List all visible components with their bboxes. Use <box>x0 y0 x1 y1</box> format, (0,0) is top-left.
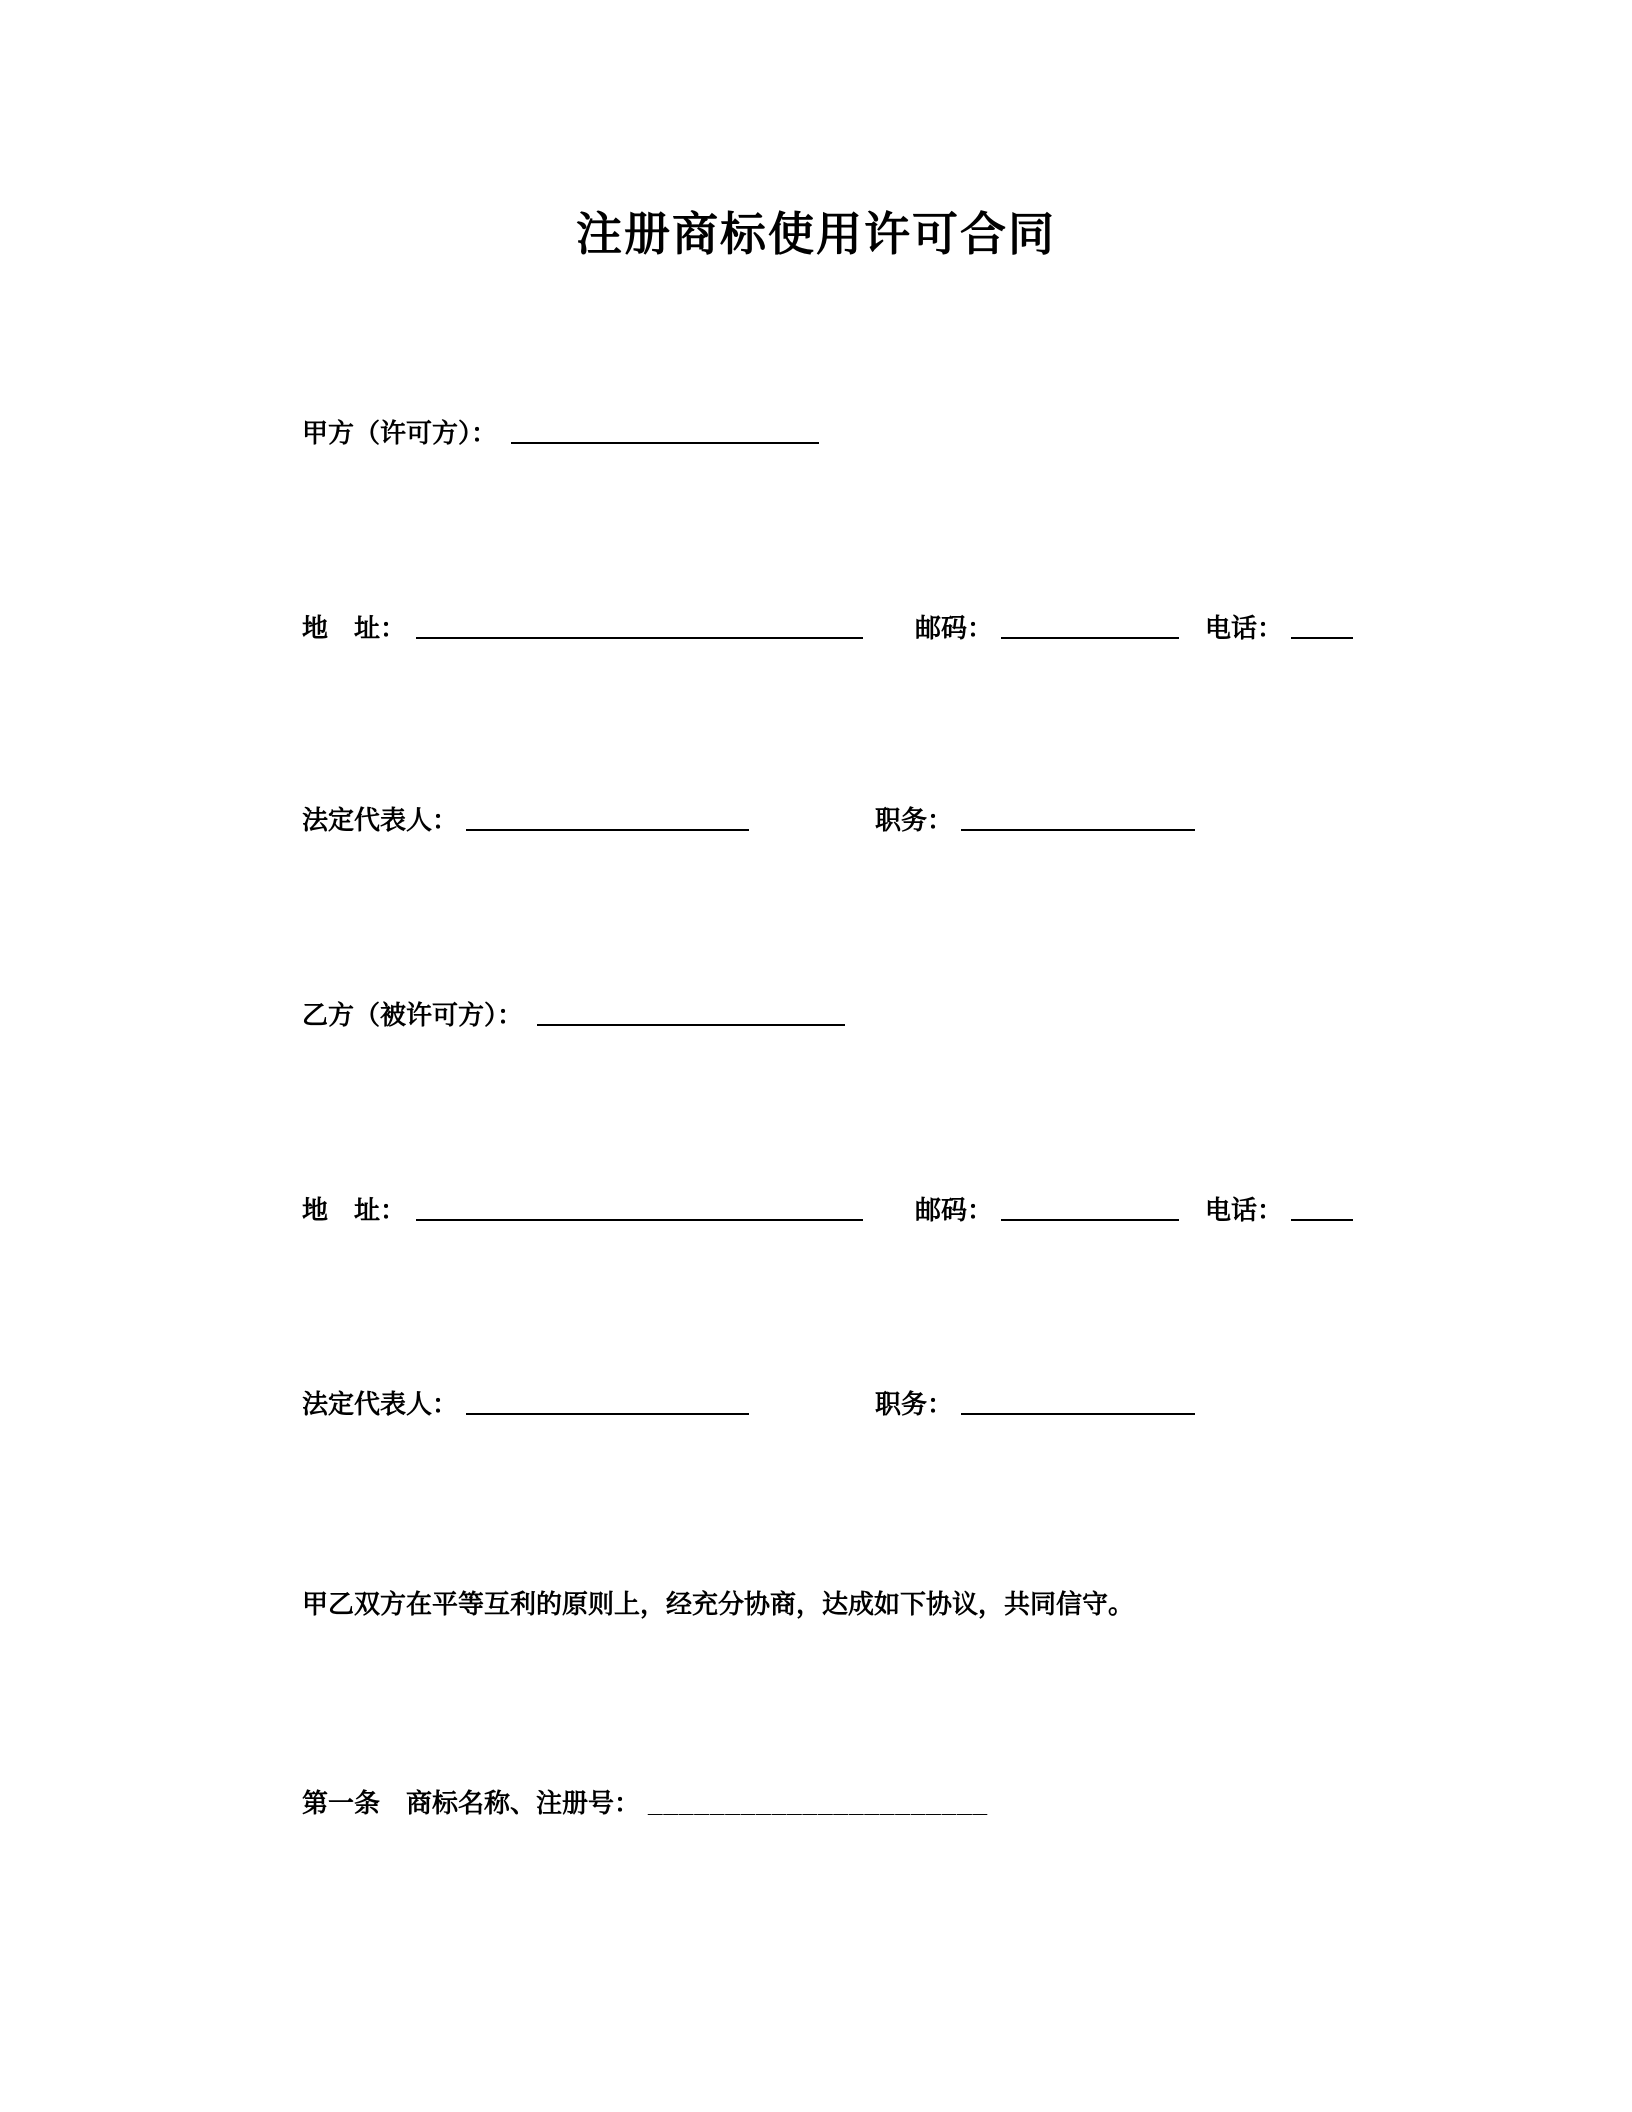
party-a-label: 甲方（许可方）： <box>302 418 498 448</box>
party-b-job-title-label: 职务： <box>875 1389 954 1419</box>
party-b-legal-rep-label: 法定代表人： <box>302 1389 459 1419</box>
party-a-address-row <box>302 605 1353 645</box>
party-a-job-title-blank-line <box>961 799 1195 831</box>
party-b-label: 乙方（被许可方）： <box>302 1000 524 1030</box>
party-b-phone-blank-line <box>1291 1189 1353 1221</box>
party-a-zip-label: 邮码： <box>915 613 994 643</box>
party-a-legal-rep-label: 法定代表人： <box>302 805 459 835</box>
party-b-legal-rep-blank-line <box>466 1383 749 1415</box>
party-b-zip-blank-line <box>1001 1189 1179 1221</box>
party-a-phone-label: 电话： <box>1205 613 1284 643</box>
party-a-zip-blank-line <box>1001 607 1179 639</box>
party-b-address-label: 地 址： <box>302 1195 407 1225</box>
party-b-phone-label: 电话： <box>1205 1195 1284 1225</box>
article-1-row <box>302 1783 988 1820</box>
document-title: 注册商标使用许可合同 <box>576 208 1056 260</box>
party-b-address-row <box>302 1187 1353 1227</box>
party-a-phone-blank-line <box>1291 607 1353 639</box>
party-a-address-label: 地 址： <box>302 613 407 643</box>
party-a-blank-line <box>511 412 819 444</box>
party-b-rep-row <box>302 1381 1195 1421</box>
party-a-row <box>302 410 819 450</box>
party-b-blank-line <box>537 994 845 1026</box>
preamble-paragraph: 甲乙双方在平等互利的原则上，经充分协商，达成如下协议，共同信守。 <box>302 1589 1135 1619</box>
party-b-address-blank-line <box>416 1189 863 1221</box>
party-b-job-title-blank-line <box>961 1383 1195 1415</box>
article-1-blank-line: ______________________ <box>648 1788 989 1818</box>
article-1-heading: 第一条 商标名称、注册号： <box>302 1788 641 1818</box>
party-a-legal-rep-blank-line <box>466 799 749 831</box>
party-b-row <box>302 992 845 1032</box>
party-b-zip-label: 邮码： <box>915 1195 994 1225</box>
party-a-address-blank-line <box>416 607 863 639</box>
party-a-job-title-label: 职务： <box>875 805 954 835</box>
party-a-rep-row <box>302 797 1195 837</box>
